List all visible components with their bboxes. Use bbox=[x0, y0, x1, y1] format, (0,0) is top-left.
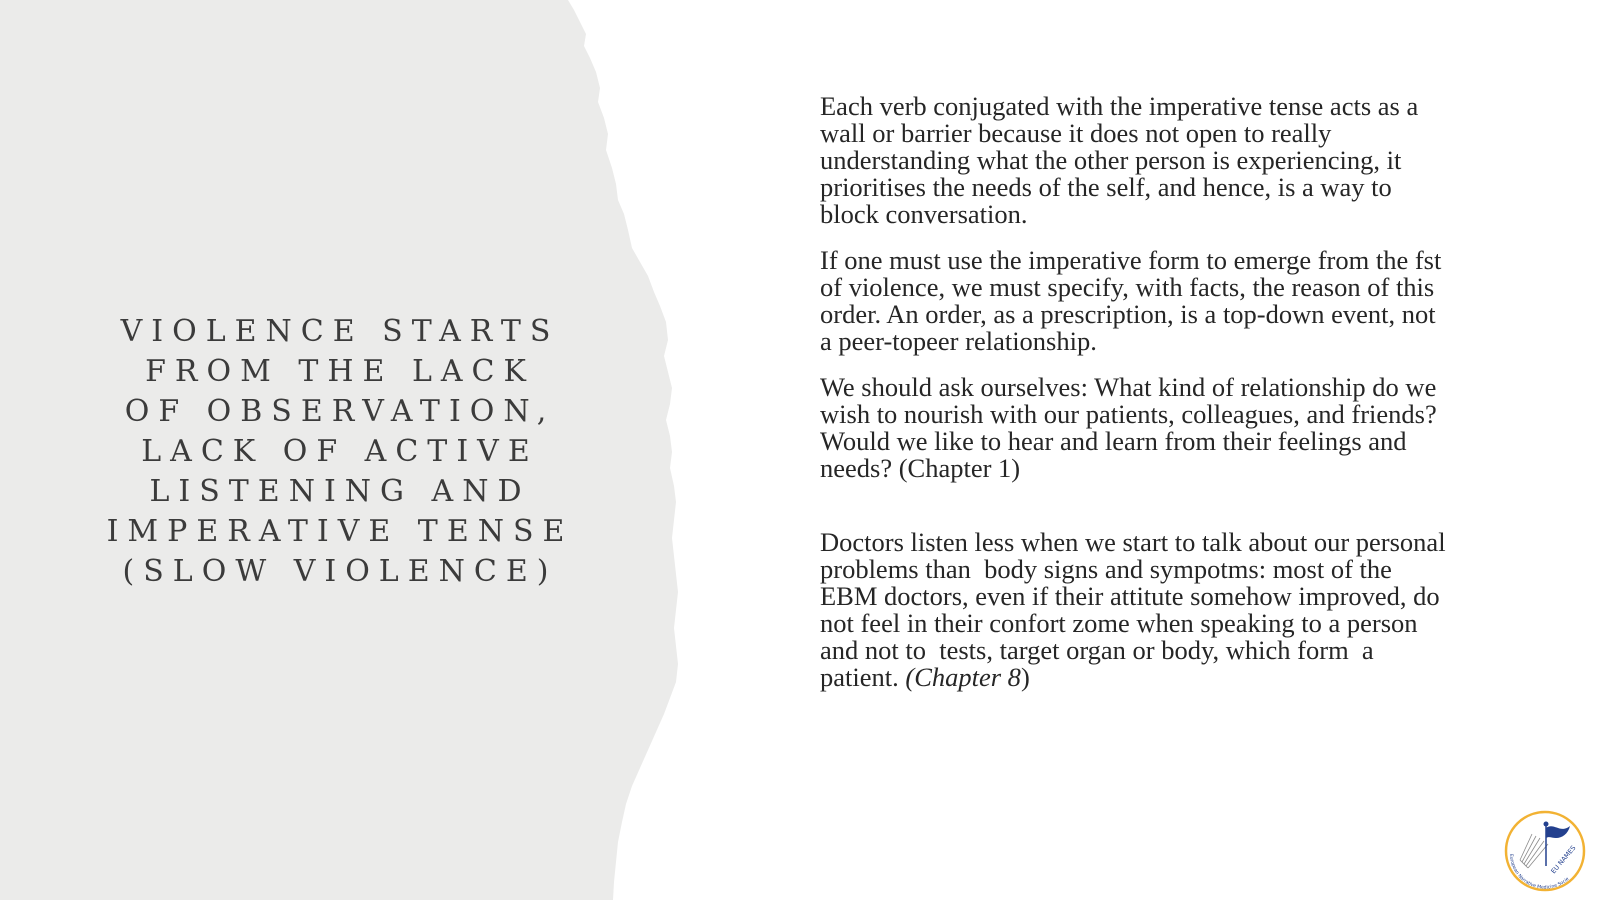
paragraph-imperative-wall: Each verb conjugated with the imperative tense acts as a wall or barrier because it does not open to really understanding what the other person is experiencing, it prioritises the needs of the self, and hence, is a way to block conversation. bbox=[820, 91, 1425, 229]
title-line: LACK OF ACTIVE bbox=[141, 434, 539, 469]
eu-names-logo bbox=[1502, 808, 1588, 894]
logo-subtext-path: European Narrative Medicine Socie bbox=[1507, 853, 1571, 891]
paragraph-doctors-listen bbox=[820, 527, 1453, 692]
chapter-reference-close: ) bbox=[1020, 662, 1030, 692]
body-text bbox=[820, 91, 1453, 710]
title-line: (SLOW VIOLENCE) bbox=[122, 554, 558, 589]
title-line: LISTENING AND bbox=[149, 474, 531, 509]
slide-title bbox=[90, 312, 590, 592]
chapter-reference: (Chapter 8 bbox=[905, 662, 1021, 692]
paragraph-ask-ourselves: We should ask ourselves: What kind of relationship do we wish to nourish with our patients, colleagues, and friends? Would we like to hear and learn from their feelings and needs? (Chapter 1) bbox=[820, 372, 1443, 483]
title-line: VIOLENCE STARTS bbox=[120, 314, 560, 349]
title-line: FROM THE LACK bbox=[145, 354, 535, 389]
title-line: IMPERATIVE TENSE bbox=[106, 514, 574, 549]
title-line: OF OBSERVATION, bbox=[124, 394, 556, 429]
paragraph-imperative-form: If one must use the imperative form to emerge from the fst of violence, we must specify, with facts, the reason of this order. An order, as a prescription, is a top-down event, not a peer-topeer relationship. bbox=[820, 245, 1448, 356]
logo-name: EU NAMES bbox=[1549, 844, 1578, 876]
paragraph-doctors-listen-text: Doctors listen less when we start to talk about our personal problems than body signs and sympotms: most of the EBM doctors, even if their attitute somehow improved, do not feel in their confort zome when speaking to a person and not to tests, target organ or body, which form a patient. bbox=[820, 527, 1453, 692]
